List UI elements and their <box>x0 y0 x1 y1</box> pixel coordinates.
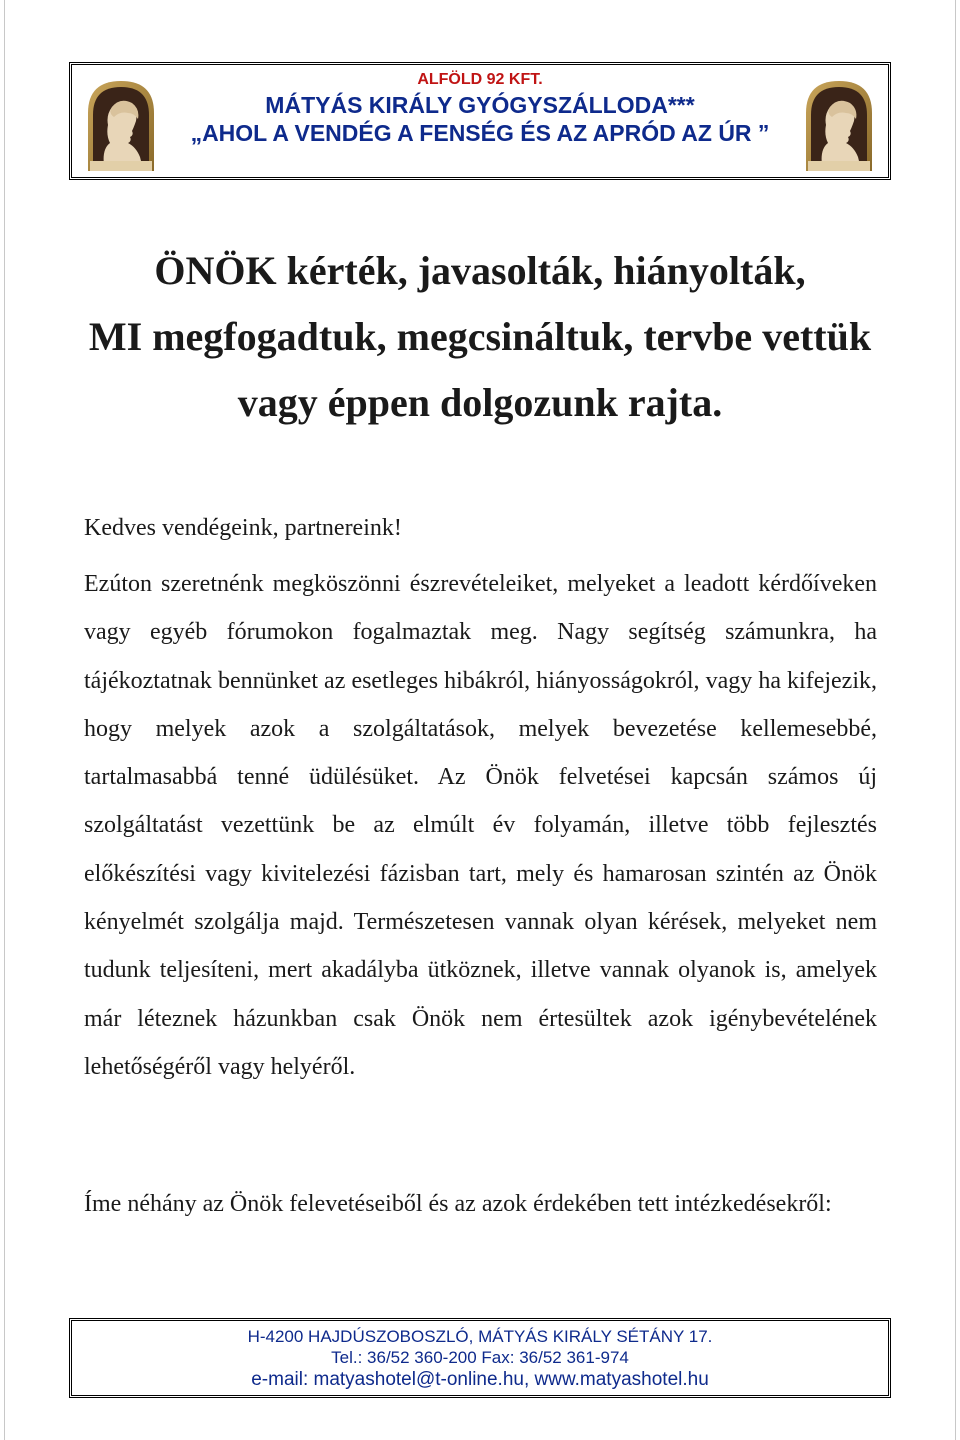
footer-phone: Tel.: 36/52 360-200 Fax: 36/52 361-974 <box>331 1348 629 1367</box>
greeting: Kedves vendégeink, partnereink! <box>84 515 402 541</box>
headline-line-1: ÖNÖK kérték, javasolták, hiányolták, <box>154 248 806 293</box>
headline-line-2: MI megfogadtuk, megcsináltuk, tervbe vettük <box>88 314 872 359</box>
footer-contact-box <box>69 1318 891 1398</box>
hotel-name: MÁTYÁS KIRÁLY GYÓGYSZÁLLODA*** <box>265 92 695 118</box>
footer-address: H-4200 HAJDÚSZOBOSZLÓ, MÁTYÁS KIRÁLY SÉTÁNY 17. <box>247 1327 713 1346</box>
headline-line-3: vagy éppen dolgozunk rajta. <box>237 380 723 425</box>
hotel-motto: „AHOL A VENDÉG A FENSÉG ÉS AZ APRÓD AZ ÚR ” <box>190 120 770 146</box>
letterhead-box <box>69 62 891 180</box>
portrait-icon-right <box>802 77 876 171</box>
company-name: ALFÖLD 92 KFT. <box>417 71 543 88</box>
intro-paragraph: Íme néhány az Önök felevetéseiből és az azok érdekében tett intézkedésekről: <box>84 1191 832 1217</box>
body-paragraph: Ezúton szeretnénk megköszönni észrevételeiket, melyeket a leadott kérdőíveken vagy egyéb fórumokon fogalmaztak meg. Nagy segítség számunkra, ha tájékoztatnak bennünket az esetleges hibákról, hiányosságokról, vagy ha kifejezik, hogy melyek azok a szolgáltatások, melyek bevezetése kellemesebbé, tartalmasabbá tenné üdülésüket. Az Önök felvetései kapcsán számos új szolgáltatást vezettünk be az elmúlt év folyamán, illetve több fejlesztés előkészítési vagy kivitelezési fázisban tart, mely és hamarosan szintén az Önök kényelmét szolgálja majd. Természetesen vannak olyan kérések, melyeket nem tudunk teljesíteni, mert akadályba ütköznek, illetve vannak olyanok is, amelyek már léteznek házunkban csak Önök nem értesültek azok igénybevételének lehetőségéről vagy helyéről. <box>84 571 877 1080</box>
footer-email: e-mail: matyashotel@t-online.hu, www.matyashotel.hu <box>251 1369 709 1390</box>
